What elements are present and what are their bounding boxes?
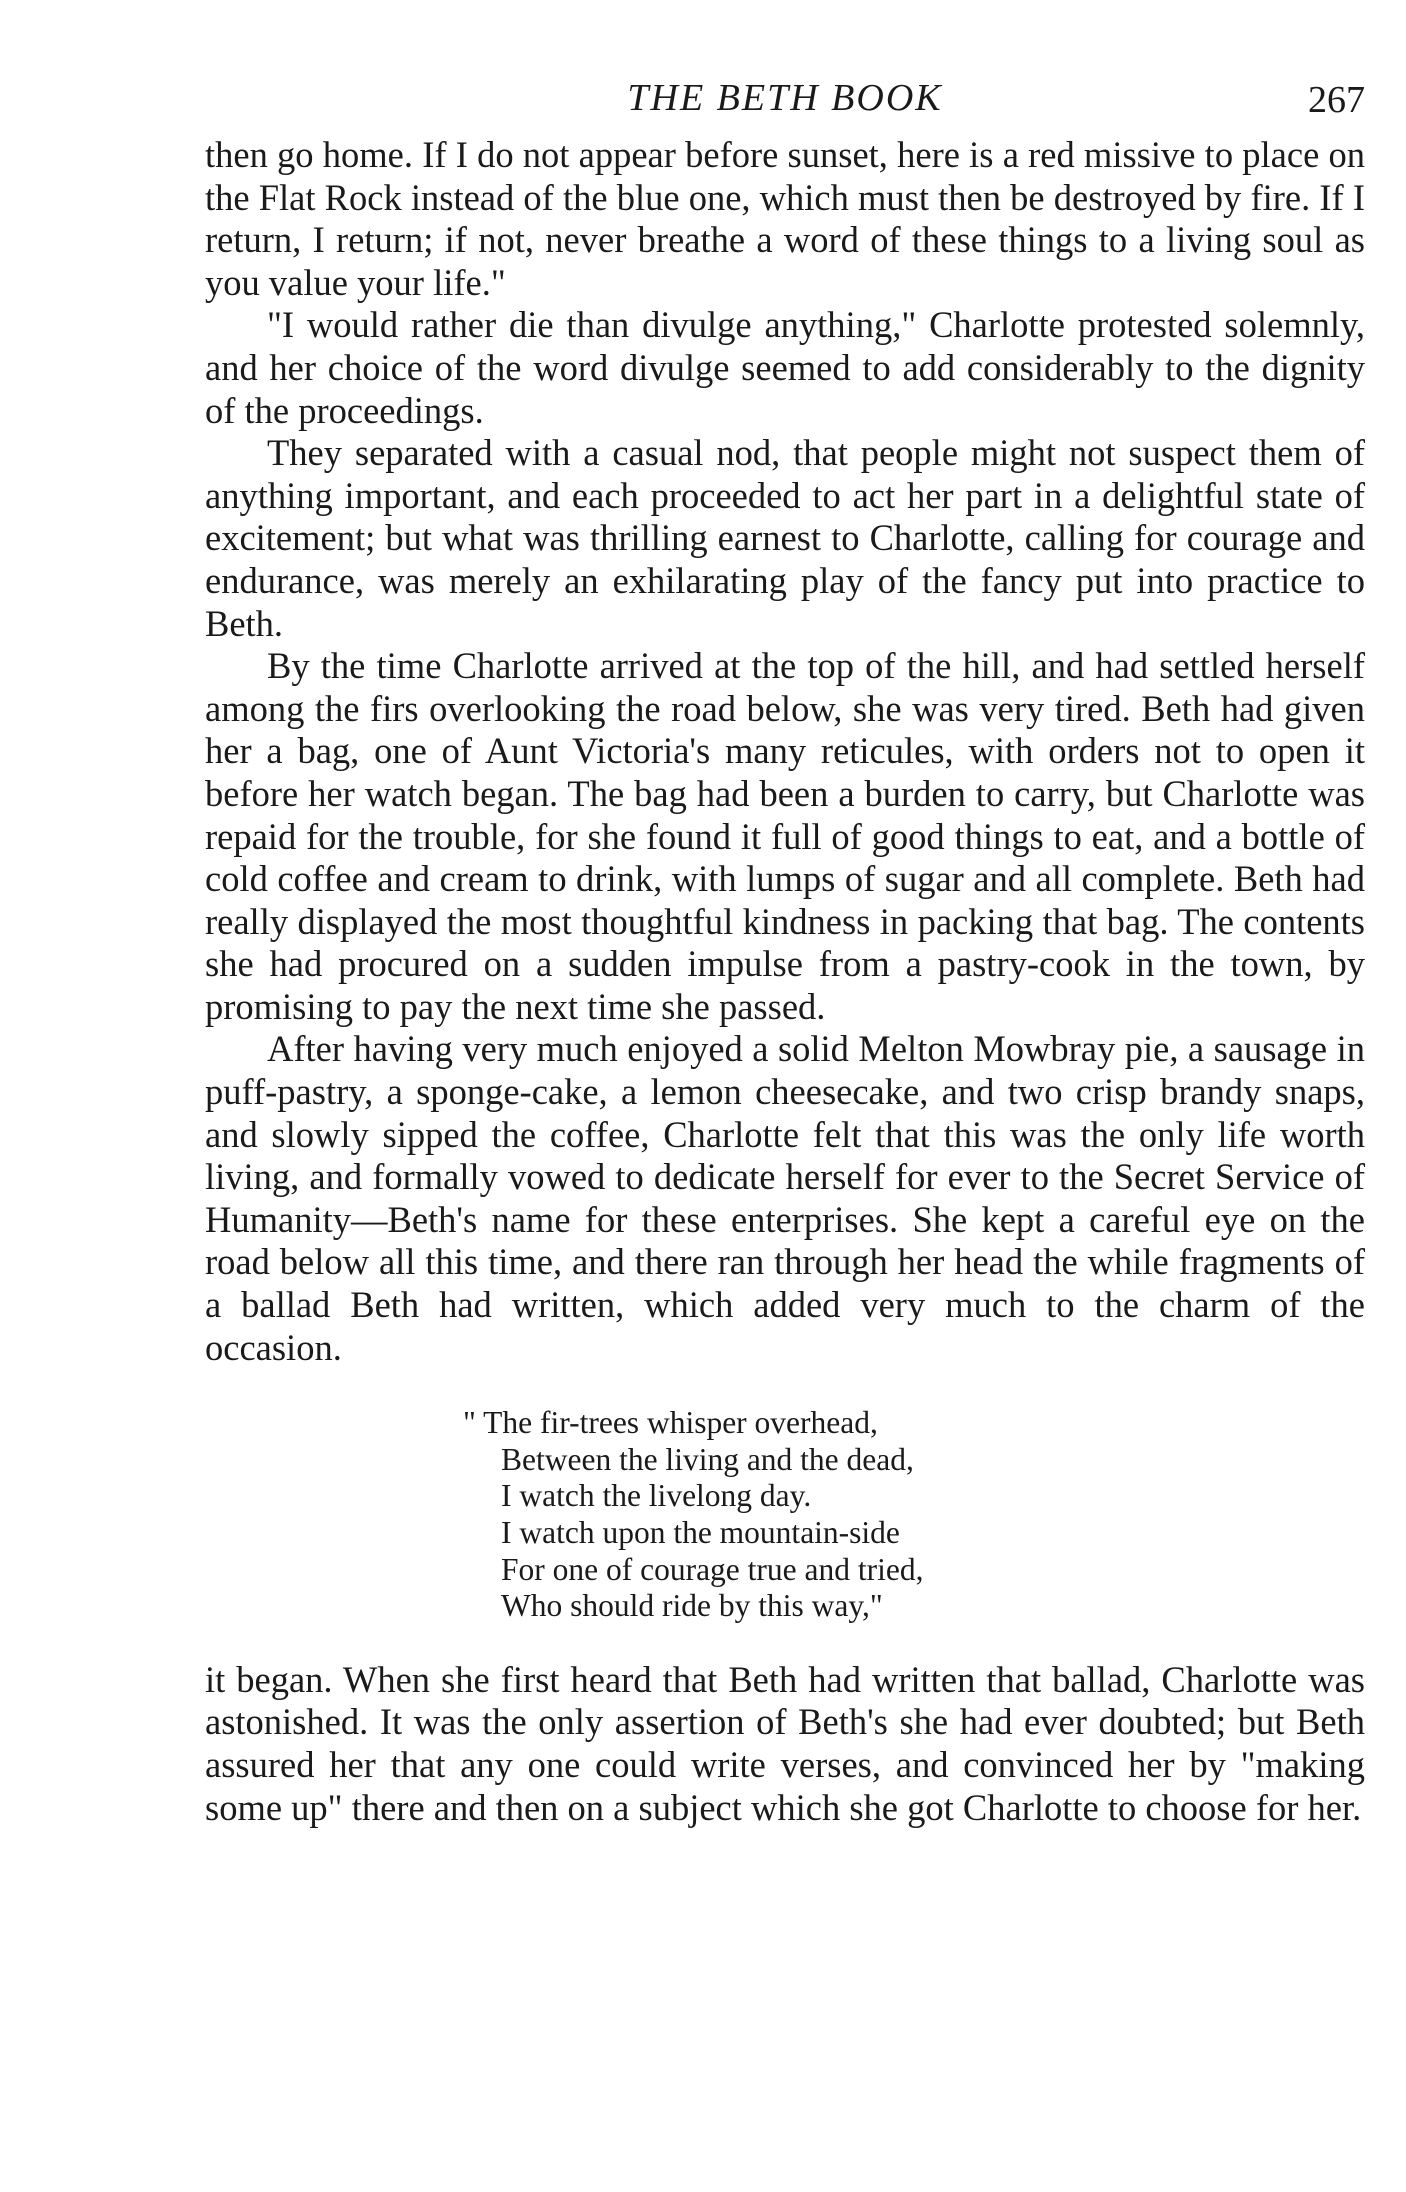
running-title: THE BETH BOOK xyxy=(627,77,943,119)
running-head xyxy=(205,70,1365,134)
paragraph-continued: then go home. If I do not appear before sunset, here is a red missive to place on the Flat Rock instead of the blue one, which must then be destroyed by fire. If I return, I return; if not, never breathe a word of these things to a living soul as you value your life." xyxy=(205,134,1365,303)
verse-line: " The fir-trees whisper overhead, xyxy=(463,1405,878,1441)
verse-line: Between the living and the dead, xyxy=(501,1441,914,1477)
verse-line: For one of courage true and tried, xyxy=(501,1551,924,1587)
paragraph: "I would rather die than divulge anything," Charlotte protested solemnly, and her choice of the word divulge seemed to add considerably to the dignity of the proceedings. xyxy=(205,304,1365,431)
verse-line: Who should ride by this way," xyxy=(501,1588,883,1624)
verse-line: I watch the livelong day. xyxy=(501,1478,812,1514)
paragraph: After having very much enjoyed a solid Melton Mowbray pie, a sausage in puff-pastry, a sponge-cake, a lemon cheesecake, and two crisp brandy snaps, and slowly sipped the coffee, Charlotte felt that this was the only life worth living, and formally vowed to dedicate herself for ever to the Secret Service of Humanity—Beth's name for these enterprises. She kept a careful eye on the road below all this time, and there ran through her head the while fragments of a ballad Beth had written, which added very much to the charm of the occasion. xyxy=(205,1028,1365,1368)
book-page xyxy=(205,70,1365,1829)
paragraph: By the time Charlotte arrived at the top of the hill, and had settled herself among the firs overlooking the road below, she was very tired. Beth had given her a bag, one of Aunt Victoria's many reticules, with orders not to open it before her watch began. The bag had been a burden to carry, but Charlotte was repaid for the trouble, for she found it full of good things to eat, and a bottle of cold coffee and cream to drink, with lumps of sugar and all complete. Beth had really displayed the most thoughtful kindness in packing that bag. The contents she had procured on a sudden impulse from a pastry-cook in the town, by promising to pay the next time she passed. xyxy=(205,645,1365,1027)
page-number: 267 xyxy=(1308,79,1365,121)
ballad-verse xyxy=(463,1405,1365,1625)
closing-paragraph: it began. When she first heard that Beth had written that ballad, Charlotte was astonished. It was the only assertion of Beth's she had ever doubted; but Beth assured her that any one could write verses, and convinced her by "making some up" there and then on a subject which she got Charlotte to choose for her. xyxy=(205,1658,1365,1828)
paragraph: They separated with a casual nod, that people might not suspect them of anything important, and each proceeded to act her part in a delightful state of excitement; but what was thrilling earnest to Charlotte, calling for courage and endurance, was merely an exhilarating play of the fancy put into practice to Beth. xyxy=(205,432,1365,644)
verse-line: I watch upon the mountain-side xyxy=(501,1515,900,1550)
